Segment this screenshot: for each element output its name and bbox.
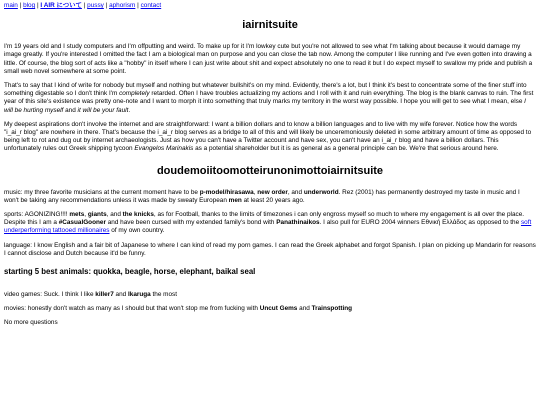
language-paragraph: language: I know English and a fair bit of Japanese to where I can kind of read my porn games. I can read the Greek alphabet and forgot Spanish. I plan on picking up Mandarin for reasons I cannot disclose and Dutch because it'd be funny. [4, 241, 536, 257]
bold-text: Panathinaikos [276, 219, 320, 227]
text: That's to say that I kind of write for nobody but myself and nothing but whatever bullshit's on my mind. Evidently, there's a lot, but I think it's best to concentrate some of the finer stuff into something digestable so I don't think I'm [4, 82, 527, 98]
text: , and [106, 210, 123, 218]
text: . I also pull for EURO 2004 winners Εθνική Ελλάδος as opposed to the [319, 219, 521, 227]
bold-text: killer7 [95, 290, 114, 298]
emphasis: Evangelos Marinakis [134, 145, 194, 153]
nav-link-aphorism[interactable]: aphorism [109, 2, 136, 9]
bold-text: Ikaruga [128, 290, 151, 298]
nav-link-blog[interactable]: blog [23, 2, 36, 9]
nav-separator: | [35, 2, 41, 9]
text: and [63, 106, 78, 114]
bold-text: giants [87, 210, 107, 218]
text: as a potential shareholder but it is as general as a general principle can be. We're that serious around here. [193, 145, 499, 153]
underperforming-link[interactable]: soft underperforming tattooed millionaires [4, 219, 532, 235]
page-title: iairnitsuite [242, 19, 298, 32]
nav-link-about[interactable]: I AIR について [40, 2, 82, 9]
intro-paragraph-2 [4, 82, 536, 115]
bold-text: men [228, 196, 242, 204]
text: the most [150, 290, 178, 298]
text: sports: AGONIZING!!!! [4, 210, 70, 218]
bold-text: #CasualGooner [58, 219, 106, 227]
nav-separator: | [135, 2, 141, 9]
text: , as for Football, thanks to the limits of timezones i can only engross myself so much to where my engagement is all over the place. Despite this I am a [4, 210, 525, 227]
text: music: my three favorite musicians at the current moment have to be [4, 188, 200, 196]
text: of my own country. [109, 227, 165, 235]
nav-link-contact[interactable]: contact [140, 2, 162, 9]
section-title: doudemoiitoomotteirunonimottoiairnitsuite [156, 164, 384, 177]
text: movies: honestly don't watch as many as I should but that won't stop me from fucking with [4, 305, 260, 313]
bold-text: mets [69, 210, 85, 218]
text: . Rez (2001) has permanently destroyed my taste in music and I won't be taking any recommendations unless it was made by sweaty European [4, 188, 520, 204]
music-paragraph [4, 189, 536, 205]
text: retarded. Often I have troubles actualizing my actions and I roll with it and ruin everything. The blog is the blank canvas to ruin. The first year of this site's existence was pretty one-note and I want to morph it into something that truly marks my territory in the worst way possible. I hope you will get to see what I mean, else [4, 90, 534, 106]
text: , and [287, 188, 304, 196]
emphasis: completely [119, 90, 150, 98]
intro-paragraph-1: I'm 19 years old and I study computers and I'm offputting and weird. To make up for it I'm lowkey cute but you're not allowed to see what I'm talking about because it would damage my image greatly. If you're interested I omitted the fact I am a biological man on purpose and you can close the tab now. Among the computer I like running and I've even gotten into drawing a little. Of course, the blog sort of acts like a "hobby" in itself where I can just write about shit and expect absolutely no one to read it but I do expect myself to swallow my pride and publish a small web novel somewhere at some point. [4, 43, 533, 75]
nav-current [40, 2, 82, 9]
bold-text: underworld [303, 188, 339, 196]
footer-text: No more questions [4, 319, 58, 327]
videogames-paragraph [4, 291, 536, 299]
animals-heading: starting 5 best animals: quokka, beagle, horse, elephant, baikal seal [4, 266, 256, 276]
bold-text: new order [257, 188, 288, 196]
bold-text: Trainspotting [311, 305, 353, 313]
movies-paragraph [4, 305, 536, 313]
text: My deepest aspirations don't involve the internet and are straightforward: I want a billion dollars and to know a billion languages and to live with my wife forever. Notice how the words "i_ai_r blog" are nowhere in there. That's because the i_ai_r blog serves as a bridge to all of this and will likely be unceremoniously deleted in some arbitrary amount of time as opposed to being left to rot and dug out by internet archaeologists. Just as how you can't have a Twitter account and have sex, you can't have an i_ai_r blog and have a billion dollars. This unfortunately rules out Greek shipping tycoon [4, 120, 532, 153]
sports-paragraph [4, 211, 536, 236]
nav-link-main[interactable]: main [4, 2, 18, 9]
emphasis: I will be hurting myself [4, 98, 526, 114]
nav-separator: | [17, 2, 24, 9]
nav-link-pussy[interactable]: pussy [87, 2, 104, 9]
nav-separator: | [81, 2, 88, 9]
top-nav [4, 2, 536, 10]
nav-separator: | [103, 2, 110, 9]
text: and [297, 305, 312, 313]
bold-text: the knicks [122, 210, 154, 218]
emphasis: it will be your fault [77, 106, 129, 114]
text: and have been cursed with my extended family's bond with [105, 219, 277, 227]
text: , [253, 188, 258, 196]
text: and [113, 290, 128, 298]
bold-text: Uncut Gems [259, 305, 298, 313]
intro-paragraph-3 [4, 121, 536, 154]
text: video games: Suck. I think I like [4, 290, 96, 298]
text: at least 20 years ago. [241, 196, 305, 204]
text: , [84, 210, 88, 218]
bold-text: p-model/hirasawa [199, 188, 254, 196]
text: . [128, 106, 131, 114]
